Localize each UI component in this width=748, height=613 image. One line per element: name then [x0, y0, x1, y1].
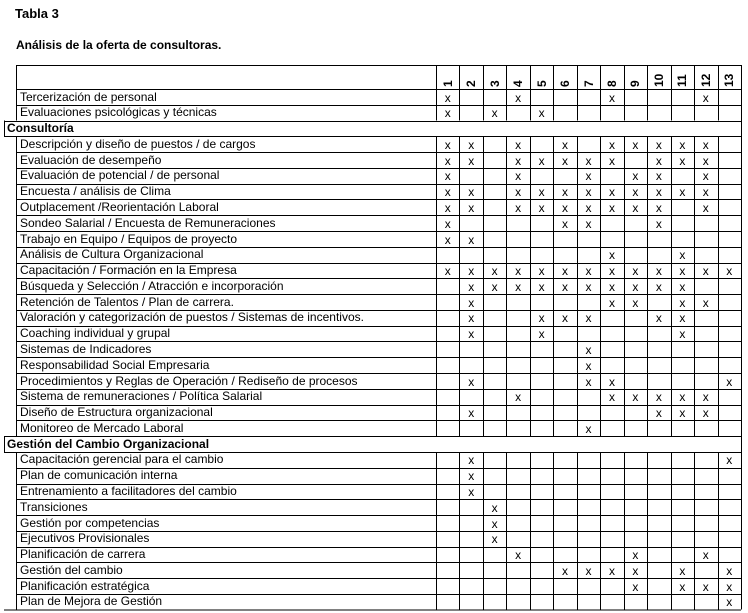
- check-mark: x: [702, 264, 709, 279]
- check-mark: x: [726, 264, 733, 279]
- row-label: Sondeo Salarial / Encuesta de Remuneraciones: [20, 215, 276, 230]
- row-label: Planificación de carrera: [20, 547, 146, 562]
- check-mark: x: [679, 264, 686, 279]
- check-mark: x: [515, 169, 522, 184]
- column-header: 9: [628, 80, 643, 87]
- check-mark: x: [702, 406, 709, 421]
- check-mark: x: [562, 311, 569, 326]
- check-mark: x: [585, 563, 592, 578]
- check-mark: x: [632, 200, 639, 215]
- column-header: 7: [581, 80, 596, 87]
- check-mark: x: [444, 185, 451, 200]
- check-mark: x: [585, 169, 592, 184]
- check-mark: x: [491, 500, 498, 515]
- check-mark: x: [608, 90, 615, 105]
- check-mark: x: [655, 264, 662, 279]
- check-mark: x: [655, 406, 662, 421]
- column-header: 4: [511, 80, 526, 87]
- row-label: Evaluaciones psicológicas y técnicas: [20, 105, 217, 120]
- check-mark: x: [655, 153, 662, 168]
- section-header: Consultoría: [7, 121, 74, 136]
- check-mark: x: [444, 232, 451, 247]
- check-mark: x: [632, 579, 639, 594]
- check-mark: x: [679, 406, 686, 421]
- row-label: Encuesta / análisis de Clima: [20, 184, 171, 199]
- check-mark: x: [632, 563, 639, 578]
- check-mark: x: [468, 311, 475, 326]
- check-mark: x: [515, 90, 522, 105]
- row-label: Outplacement /Reorientación Laboral: [20, 199, 219, 214]
- row-label: Evaluación de potencial / de personal: [20, 168, 220, 183]
- check-mark: x: [562, 153, 569, 168]
- check-mark: x: [632, 279, 639, 294]
- check-mark: x: [679, 563, 686, 578]
- check-mark: x: [468, 327, 475, 342]
- column-header: 13: [722, 73, 737, 87]
- check-mark: x: [702, 295, 709, 310]
- check-mark: x: [562, 279, 569, 294]
- check-mark: x: [538, 185, 545, 200]
- check-mark: x: [468, 469, 475, 484]
- check-mark: x: [632, 264, 639, 279]
- row-label: Retención de Talentos / Plan de carrera.: [20, 294, 234, 309]
- row-label: Responsabilidad Social Empresaria: [20, 357, 210, 372]
- check-mark: x: [726, 453, 733, 468]
- check-mark: x: [679, 390, 686, 405]
- check-mark: x: [538, 106, 545, 121]
- check-mark: x: [468, 232, 475, 247]
- check-mark: x: [491, 516, 498, 531]
- row-label: Diseño de Estructura organizacional: [20, 405, 213, 420]
- check-mark: x: [632, 169, 639, 184]
- check-mark: x: [585, 279, 592, 294]
- column-header: 1: [440, 80, 455, 87]
- check-mark: x: [702, 390, 709, 405]
- check-mark: x: [608, 153, 615, 168]
- row-label: Sistemas de Indicadores: [20, 341, 152, 356]
- row-label: Plan de Mejora de Gestión: [20, 594, 163, 609]
- check-mark: x: [468, 279, 475, 294]
- check-mark: x: [702, 169, 709, 184]
- check-mark: x: [562, 563, 569, 578]
- check-mark: x: [585, 374, 592, 389]
- check-mark: x: [655, 390, 662, 405]
- check-mark: x: [515, 153, 522, 168]
- check-mark: x: [702, 185, 709, 200]
- check-mark: x: [608, 248, 615, 263]
- check-mark: x: [515, 185, 522, 200]
- check-mark: x: [562, 137, 569, 152]
- check-mark: x: [608, 137, 615, 152]
- check-mark: x: [491, 106, 498, 121]
- check-mark: x: [515, 200, 522, 215]
- check-mark: x: [655, 311, 662, 326]
- check-mark: x: [679, 311, 686, 326]
- row-label: Entrenamiento a facilitadores del cambio: [20, 484, 237, 498]
- check-mark: x: [585, 185, 592, 200]
- check-mark: x: [632, 295, 639, 310]
- row-label: Búsqueda y Selección / Atracción e incorporación: [20, 278, 284, 293]
- check-mark: x: [468, 406, 475, 421]
- check-mark: x: [585, 342, 592, 357]
- check-mark: x: [538, 200, 545, 215]
- check-mark: x: [608, 185, 615, 200]
- check-mark: x: [679, 579, 686, 594]
- row-label: Capacitación gerencial para el cambio: [20, 452, 224, 467]
- check-mark: x: [655, 279, 662, 294]
- check-mark: x: [538, 264, 545, 279]
- check-mark: x: [562, 185, 569, 200]
- check-mark: x: [702, 153, 709, 168]
- check-mark: x: [702, 90, 709, 105]
- check-mark: x: [515, 548, 522, 563]
- check-mark: x: [562, 264, 569, 279]
- check-mark: x: [726, 374, 733, 389]
- row-label: Coaching individual y grupal: [20, 326, 171, 341]
- column-header: 11: [675, 74, 690, 87]
- check-mark: x: [726, 595, 733, 610]
- check-mark: x: [585, 216, 592, 231]
- row-label: Capacitación / Formación en la Empresa: [20, 263, 237, 278]
- check-mark: x: [491, 279, 498, 294]
- check-mark: x: [538, 279, 545, 294]
- column-header: 10: [651, 73, 666, 87]
- check-mark: x: [585, 311, 592, 326]
- check-mark: x: [632, 548, 639, 563]
- check-mark: x: [562, 216, 569, 231]
- column-header: 6: [558, 80, 573, 87]
- check-mark: x: [444, 264, 451, 279]
- check-mark: x: [655, 169, 662, 184]
- check-mark: x: [444, 200, 451, 215]
- section-header: Gestión del Cambio Organizacional: [7, 436, 210, 451]
- row-label: Planificación estratégica: [20, 578, 150, 593]
- check-mark: x: [679, 185, 686, 200]
- table-title: Análisis de la oferta de consultoras.: [16, 38, 222, 52]
- check-mark: x: [655, 200, 662, 215]
- check-mark: x: [632, 390, 639, 405]
- check-mark: x: [608, 264, 615, 279]
- check-mark: x: [468, 264, 475, 279]
- check-mark: x: [444, 106, 451, 121]
- check-mark: x: [444, 137, 451, 152]
- row-label: Monitoreo de Mercado Laboral: [20, 420, 184, 435]
- row-label: Análisis de Cultura Organizacional: [20, 247, 204, 262]
- check-mark: x: [585, 358, 592, 373]
- check-mark: x: [726, 563, 733, 578]
- row-label: Tercerización de personal: [20, 89, 157, 104]
- check-mark: x: [679, 295, 686, 310]
- check-mark: x: [444, 90, 451, 105]
- row-label: Transiciones: [20, 499, 88, 514]
- table-caption: Tabla 3: [15, 6, 59, 21]
- check-mark: x: [608, 279, 615, 294]
- row-label: Gestión del cambio: [20, 562, 123, 577]
- check-mark: x: [515, 390, 522, 405]
- check-mark: x: [468, 200, 475, 215]
- column-header: 3: [487, 80, 502, 87]
- row-label: Sistema de remuneraciones / Política Salarial: [20, 389, 263, 404]
- check-mark: x: [585, 200, 592, 215]
- check-mark: x: [585, 264, 592, 279]
- column-header: 2: [464, 80, 479, 87]
- check-mark: x: [679, 248, 686, 263]
- check-mark: x: [444, 169, 451, 184]
- check-mark: x: [538, 327, 545, 342]
- check-mark: x: [679, 327, 686, 342]
- check-mark: x: [702, 137, 709, 152]
- check-mark: x: [538, 311, 545, 326]
- check-mark: x: [538, 153, 545, 168]
- check-mark: x: [608, 374, 615, 389]
- check-mark: x: [468, 374, 475, 389]
- check-mark: x: [726, 579, 733, 594]
- check-mark: x: [632, 137, 639, 152]
- check-mark: x: [702, 548, 709, 563]
- row-label: Gestión por competencias: [20, 515, 160, 530]
- check-mark: x: [632, 185, 639, 200]
- check-mark: x: [444, 153, 451, 168]
- row-label: Plan de comunicación interna: [20, 468, 178, 483]
- check-mark: x: [702, 579, 709, 594]
- row-label: Descripción y diseño de puestos / de cargos: [20, 136, 256, 151]
- check-mark: x: [655, 185, 662, 200]
- check-mark: x: [515, 264, 522, 279]
- check-mark: x: [655, 137, 662, 152]
- check-mark: x: [468, 185, 475, 200]
- check-mark: x: [468, 485, 475, 499]
- check-mark: x: [608, 295, 615, 310]
- check-mark: x: [468, 453, 475, 468]
- check-mark: x: [608, 200, 615, 215]
- check-mark: x: [444, 216, 451, 231]
- column-header: 8: [604, 80, 619, 87]
- check-mark: x: [608, 563, 615, 578]
- check-mark: x: [702, 200, 709, 215]
- check-mark: x: [562, 200, 569, 215]
- check-mark: x: [679, 279, 686, 294]
- row-label: Evaluación de desempeño: [20, 152, 162, 167]
- column-header: 12: [698, 73, 713, 87]
- row-label: Ejecutivos Provisionales: [20, 531, 150, 546]
- check-mark: x: [515, 279, 522, 294]
- check-mark: x: [468, 137, 475, 152]
- check-mark: x: [468, 295, 475, 310]
- row-label: Procedimientos y Reglas de Operación / Rediseño de procesos: [20, 373, 358, 388]
- row-label: Valoración y categorización de puestos / Sistemas de incentivos.: [20, 310, 364, 325]
- check-mark: x: [468, 153, 475, 168]
- check-mark: x: [491, 264, 498, 279]
- check-mark: x: [585, 421, 592, 436]
- check-mark: x: [608, 390, 615, 405]
- check-mark: x: [515, 137, 522, 152]
- check-mark: x: [655, 216, 662, 231]
- check-mark: x: [679, 153, 686, 168]
- check-mark: x: [679, 137, 686, 152]
- column-header: 5: [534, 80, 549, 87]
- check-mark: x: [491, 532, 498, 547]
- row-label: Trabajo en Equipo / Equipos de proyecto: [20, 231, 238, 246]
- check-mark: x: [585, 153, 592, 168]
